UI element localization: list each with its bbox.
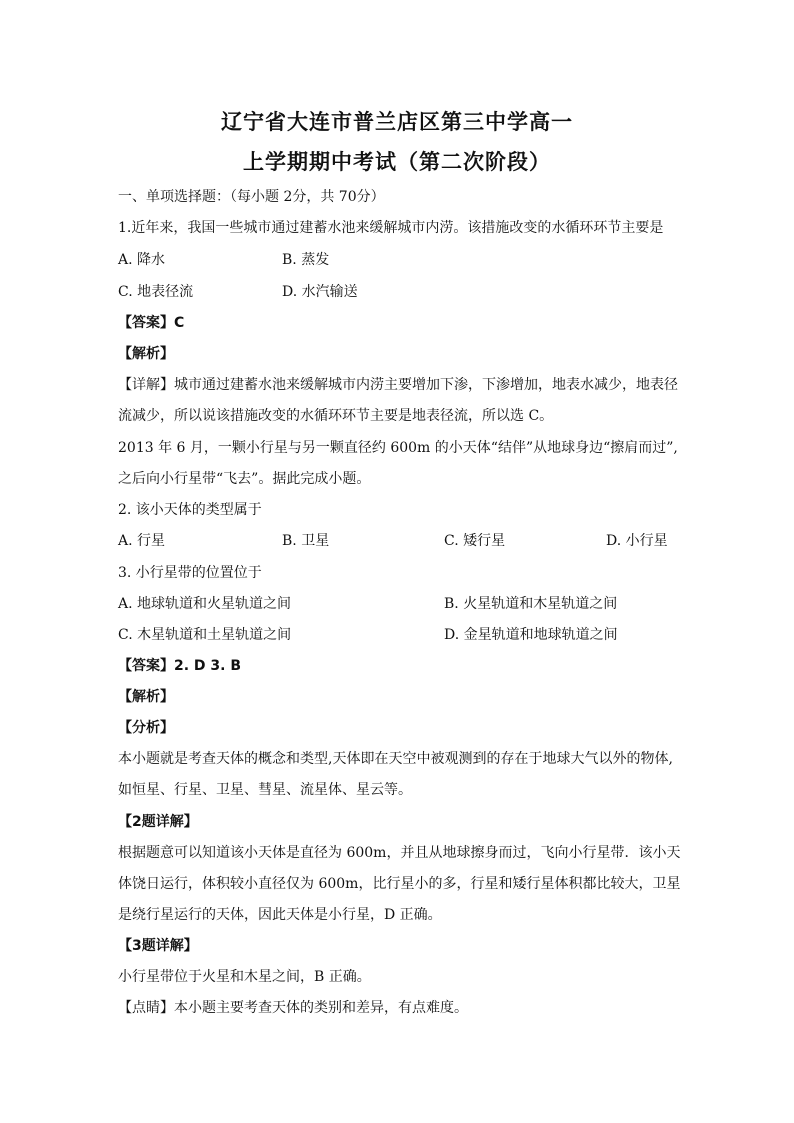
fenxi-line1: 本小题就是考查天体的概念和类型,天体即在天空中被观测到的存在于地球大气以外的物体, [118,751,673,767]
q3-option-a: A. 地球轨道和火星轨道之间 [118,596,292,612]
fenxi-label: 【分析】 [118,720,174,736]
fenxi-line2: 如恒星、行星、卫星、彗星、流星体、星云等。 [118,782,412,798]
q1-answer: 【答案】C [118,315,185,331]
q1-analysis-label: 【解析】 [118,346,174,362]
q2-option-d: D. 小行星 [606,533,668,549]
q2-option-b: B. 卫星 [282,533,330,549]
q2-stem: 2. 该小天体的类型属于 [118,502,262,518]
q2-option-a: A. 行星 [118,533,166,549]
material-line1: 2013 年 6 月，一颗小行星与另一颗直径约 600m 的小天体“结伴”从地球身边“擦肩而过”, [118,440,678,456]
material-line2: 之后向小行星带“飞去”。据此完成小题。 [118,471,371,487]
q23-answer: 【答案】2. D 3. B [118,658,242,674]
dianjing-line: 【点睛】本小题主要考查天体的类别和差异，有点难度。 [118,1000,468,1016]
q1-detail-line2: 流减少，所以说该措施改变的水循环环节主要是地表径流，所以选 C。 [118,408,554,424]
q1-option-c: C. 地表径流 [118,284,194,300]
section-heading: 一、单项选择题：（每小题 2分，共 70分） [118,189,385,205]
q1-option-a: A. 降水 [118,252,166,268]
q2-detail-line1: 根据题意可以知道该小天体是直径为 600m，并且从地球擦身而过，飞向小行星带．该小天 [118,845,681,861]
q2-detail-line2: 体饶日运行，体积较小直径仅为 600m，比行星小的多，行星和矮行星体积都比较大，卫星 [118,876,681,892]
q3-option-d: D. 金星轨道和地球轨道之间 [444,627,618,643]
q2-option-c: C. 矮行星 [444,533,506,549]
q3-detail-line1: 小行星带位于火星和木星之间，B 正确。 [118,969,371,985]
q1-option-b: B. 蒸发 [282,252,330,268]
q2-detail-line3: 是绕行星运行的天体，因此天体是小行星，D 正确。 [118,907,442,923]
q1-stem: 1.近年来，我国一些城市通过建蓄水池来缓解城市内涝。该措施改变的水循环环节主要是 [118,220,664,236]
q2-detail-label: 【2题详解】 [118,814,198,830]
q23-analysis-label: 【解析】 [118,689,174,705]
q3-detail-label: 【3题详解】 [118,938,198,954]
q1-option-d: D. 水汽输送 [282,284,358,300]
page-title: 辽宁省大连市普兰店区第三中学高一 [221,110,573,134]
page-subtitle: 上学期期中考试（第二次阶段） [243,150,551,174]
q3-option-b: B. 火星轨道和木星轨道之间 [444,596,618,612]
q3-option-c: C. 木星轨道和土星轨道之间 [118,627,292,643]
q3-stem: 3. 小行星带的位置位于 [118,565,262,581]
q1-detail-line1: 【详解】城市通过建蓄水池来缓解城市内涝主要增加下渗，下渗增加，地表水减少，地表径 [118,377,678,393]
